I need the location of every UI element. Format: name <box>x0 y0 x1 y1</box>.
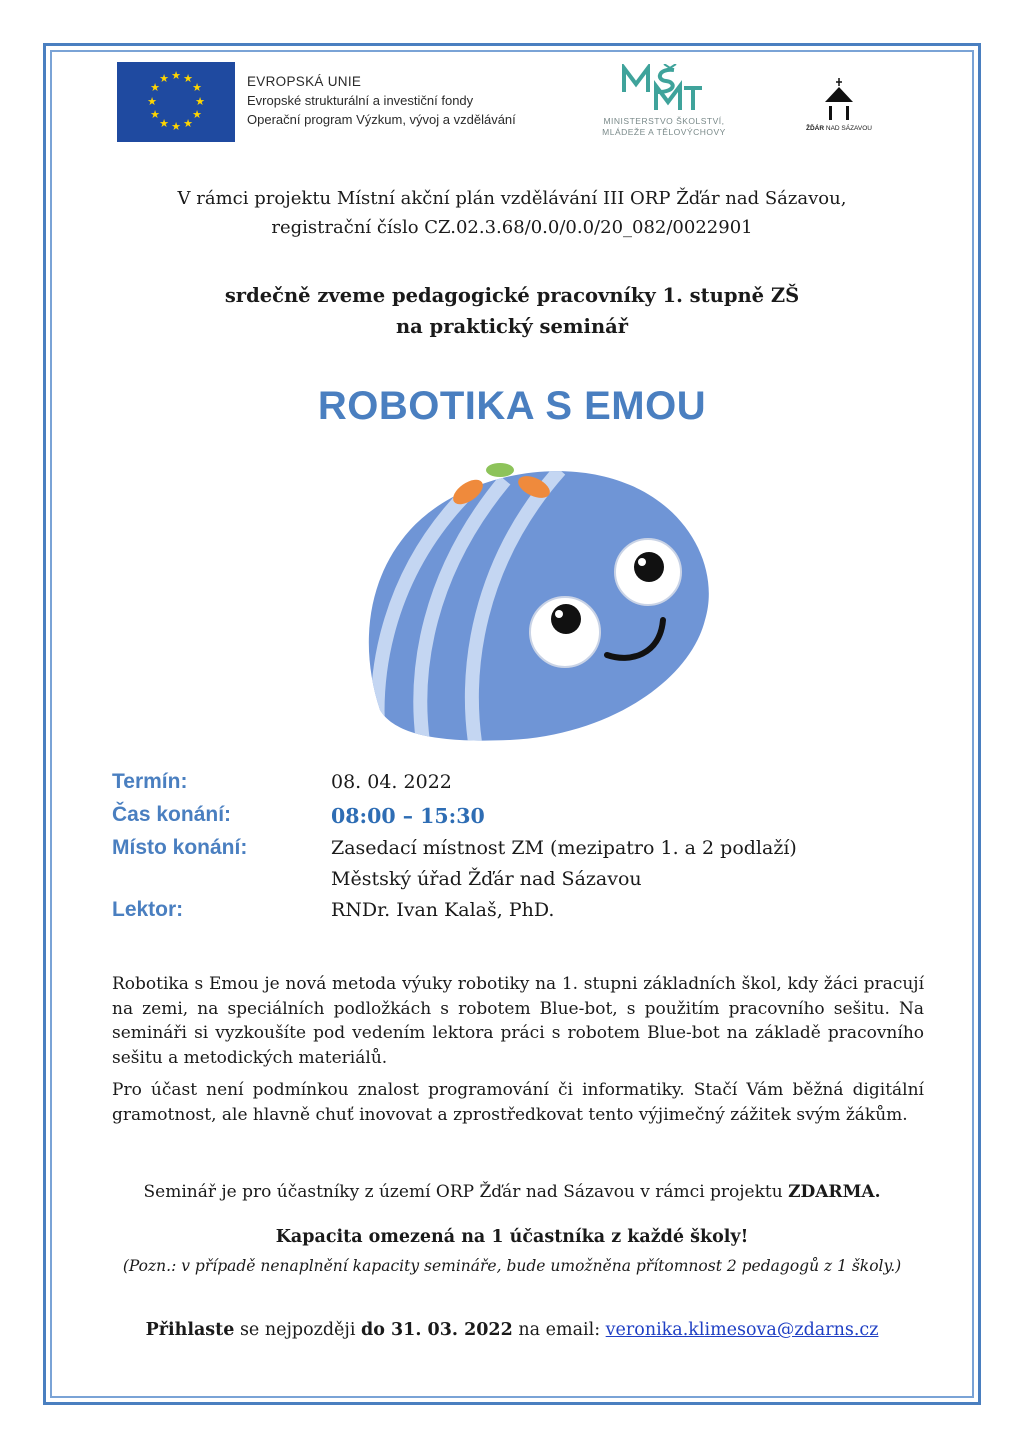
place-value-line2: Městský úřad Žďár nad Sázavou <box>331 868 642 890</box>
svg-text:★: ★ <box>147 95 157 108</box>
emu-robot-illustration <box>360 450 720 750</box>
eu-logo-line1: EVROPSKÁ UNIE <box>247 74 362 89</box>
place-value-line1: Zasedací místnost ZM (mezipatro 1. a 2 podlaží) <box>331 837 797 859</box>
free-notice <box>60 1182 964 1202</box>
capacity-notice: Kapacita omezená na 1 účastníka z každé školy! <box>275 1227 749 1247</box>
eu-logo-line2: Evropské strukturální a investiční fondy <box>247 93 474 108</box>
zdar-logo-text <box>804 125 874 132</box>
event-details <box>112 770 932 931</box>
lector-value: RNDr. Ivan Kalaš, PhD. <box>331 899 555 921</box>
svg-text:★: ★ <box>159 117 169 130</box>
page-title: ROBOTIKA S EMOU <box>317 384 707 428</box>
time-value: 08:00 – 15:30 <box>331 804 485 828</box>
detail-row-place-cont <box>112 867 932 898</box>
eu-logo <box>117 62 557 142</box>
signup-info <box>60 1320 964 1340</box>
free-bold: ZDARMA. <box>788 1182 881 1202</box>
svg-text:★: ★ <box>150 81 160 94</box>
msmt-logo-text <box>584 116 744 138</box>
time-label: Čas konání: <box>112 803 232 826</box>
svg-text:★: ★ <box>171 120 181 133</box>
signup-text2: na email: <box>512 1320 606 1340</box>
svg-text:★: ★ <box>159 72 169 85</box>
capacity-note: (Pozn.: v případě nenaplnění kapacity semináře, bude umožněna přítomnost 2 pedagogů z 1 školy.) <box>122 1257 902 1275</box>
detail-row-lector <box>112 898 932 931</box>
description-para1: Robotika s Emou je nová metoda výuky robotiky na 1. stupni základních škol, kdy žáci pracují na zemi, na speciálních podložkách s robotem Blue-bot, s použitím pracovního sešitu. Na semináři si vyzkoušíte pod vedením lektora práci s robotem Blue-bot na základě pracovního sešitu a metodických materiálů. <box>112 974 924 1068</box>
eu-flag-icon <box>117 62 235 142</box>
term-value: 08. 04. 2022 <box>331 771 452 793</box>
invitation-heading <box>60 280 964 342</box>
detail-row-time <box>112 803 932 836</box>
msmt-logo-line2: MLÁDEŽE A TĚLOVÝCHOVY <box>602 127 726 137</box>
svg-text:★: ★ <box>183 72 193 85</box>
zdar-logo-rest: NAD SÁZAVOU <box>824 125 872 132</box>
eu-logo-text <box>247 72 516 129</box>
svg-text:★: ★ <box>150 108 160 121</box>
intro-line1: V rámci projektu Místní akční plán vzdělávání III ORP Žďár nad Sázavou, <box>177 188 847 209</box>
intro-text <box>60 184 964 242</box>
description <box>112 972 924 1135</box>
msmt-mark-icon <box>620 64 704 114</box>
detail-row-term <box>112 770 932 803</box>
svg-text:★: ★ <box>171 69 181 82</box>
church-icon <box>819 78 859 122</box>
svg-text:★: ★ <box>183 117 193 130</box>
description-para2: Pro účast není podmínkou znalost programování či informatiky. Stačí Vám běžná digitální gramotnost, ale hlavně chuť inovovat a zprostředkovat tento výjimečný zážitek svým žákům. <box>112 1080 924 1125</box>
signup-text1: se nejpozději <box>234 1320 361 1340</box>
term-label: Termín: <box>112 770 188 793</box>
svg-text:★: ★ <box>192 81 202 94</box>
place-label: Místo konání: <box>112 836 248 859</box>
signup-email-link[interactable]: veronika.klimesova@zdarns.cz <box>605 1320 879 1340</box>
free-text: Seminář je pro účastníky z území ORP Žďár nad Sázavou v rámci projektu <box>143 1182 789 1202</box>
zdar-logo-bold: ŽĎÁR <box>806 125 825 132</box>
msmt-logo <box>584 64 744 144</box>
svg-text:★: ★ <box>195 95 205 108</box>
intro-line2: registrační číslo CZ.02.3.68/0.0/0.0/20_082/0022901 <box>271 217 753 238</box>
zdar-logo <box>804 78 874 138</box>
msmt-logo-line1: MINISTERSTVO ŠKOLSTVÍ, <box>603 116 725 126</box>
signup-bold1: Přihlaste <box>145 1320 235 1340</box>
lector-label: Lektor: <box>112 898 184 921</box>
detail-row-place <box>112 836 932 867</box>
eu-logo-line3: Operační program Výzkum, vývoj a vzdělávání <box>247 112 516 127</box>
invite-line2: na praktický seminář <box>395 315 629 338</box>
signup-deadline: do 31. 03. 2022 <box>361 1320 513 1340</box>
svg-text:★: ★ <box>192 108 202 121</box>
invite-line1: srdečně zveme pedagogické pracovníky 1. stupně ZŠ <box>224 284 800 307</box>
